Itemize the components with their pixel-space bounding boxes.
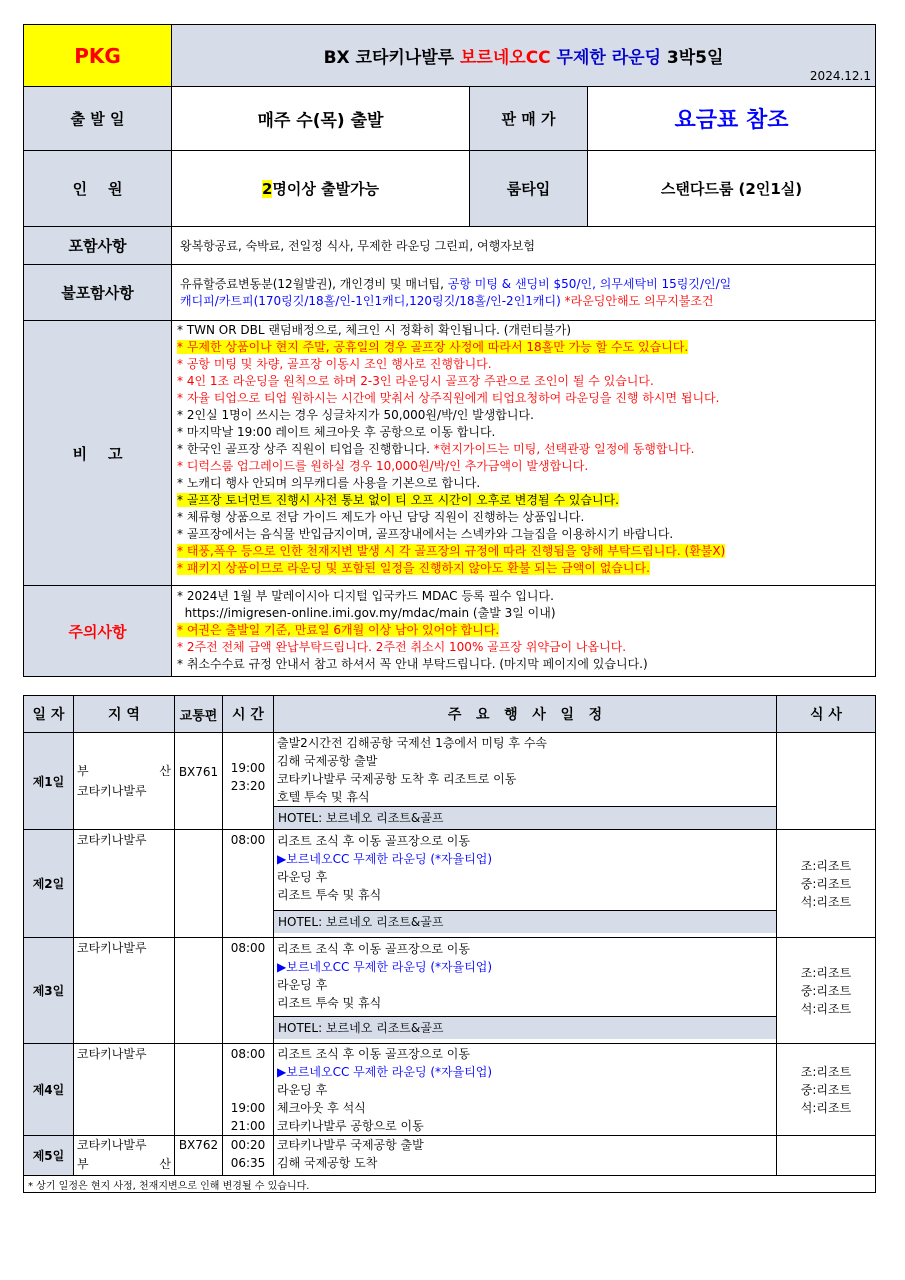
day-meal: 조:리조트 중:리조트 석:리조트 (777, 938, 876, 1044)
day-meal (777, 733, 876, 830)
day-region: 코타키나발루 (74, 938, 175, 1044)
included-label: 포함사항 (24, 227, 172, 265)
departure-label: 출 발 일 (24, 87, 172, 151)
day-meal: 조:리조트 중:리조트 석:리조트 (777, 1044, 876, 1136)
people-label: 인 원 (24, 151, 172, 227)
day-activities: 출발2시간전 김해공항 국제선 1층에서 미팅 후 수속 김해 국제공항 출발 코타키나발루 국제공항 도착 후 리조트로 이동 호텔 투숙 및 휴식 HOTEL: 보르네오 리조트&골프 (274, 733, 777, 830)
day-transport: BX761 (175, 733, 223, 830)
day-region: 부 산 코타키나발루 (74, 733, 175, 830)
remarks-list (172, 321, 876, 586)
caution-item: * 2024년 1월 부 말레이시아 디지털 입국카드 MDAC 등록 필수 입니다. (177, 589, 554, 603)
remark-item: * 체류형 상품으로 전담 가이드 제도가 아닌 담당 직원이 진행하는 상품입니다. (177, 510, 585, 524)
day-time: 00:20 06:35 (223, 1136, 274, 1176)
remark-item: * 무제한 상품이나 현지 주말, 공휴일의 경우 골프장 사정에 따라서 18홀만 가능 할 수도 있습니다. (177, 340, 689, 354)
hotel-info: HOTEL: 보르네오 리조트&골프 (274, 910, 776, 933)
room-type-value: 스탠다드룸 (2인1실) (588, 151, 876, 227)
day-region: 코타키나발루 (74, 1044, 175, 1136)
day-transport (175, 1044, 223, 1136)
itinerary-table (23, 695, 876, 1193)
day-time: 08:00 19:00 21:00 (223, 1044, 274, 1136)
issue-date: 2024.12.1 (809, 69, 871, 83)
itinerary-footnote-row (24, 1176, 876, 1193)
itinerary-footnote: * 상기 일정은 현지 사정, 천재지변으로 인해 변경될 수 있습니다. (24, 1176, 876, 1193)
day-time: 08:00 (223, 938, 274, 1044)
day-region: 코타키나발루 부 산 (74, 1136, 175, 1176)
day-activities: 코타키나발루 국제공항 출발 김해 국제공항 도착 (274, 1136, 777, 1176)
day-label: 제5일 (24, 1136, 74, 1176)
itinerary-row-day3 (24, 938, 876, 1044)
day-transport: BX762 (175, 1136, 223, 1176)
day-region: 코타키나발루 (74, 830, 175, 938)
remark-item: * 마지막날 19:00 레이트 체크아웃 후 공항으로 이동 합니다. (177, 425, 496, 439)
day-activities: 리조트 조식 후 이동 골프장으로 이동 ▶보르네오CC 무제한 라운딩 (*자율티업) 라운딩 후 리조트 투숙 및 휴식 HOTEL: 보르네오 리조트&골프 (274, 830, 777, 938)
pkg-badge: PKG (24, 25, 172, 87)
product-info-table (23, 24, 876, 677)
itinerary-header-row (24, 696, 876, 733)
day-meal: 조:리조트 중:리조트 석:리조트 (777, 830, 876, 938)
header-meal: 식 사 (777, 696, 876, 733)
room-type-label: 룸타입 (470, 151, 588, 227)
caution-item: * 취소수수료 규정 안내서 참고 하셔서 꼭 안내 부탁드립니다. (마지막 페이지에 있습니다.) (177, 657, 648, 671)
day-activities: 리조트 조식 후 이동 골프장으로 이동 ▶보르네오CC 무제한 라운딩 (*자율티업) 라운딩 후 리조트 투숙 및 휴식 HOTEL: 보르네오 리조트&골프 (274, 938, 777, 1044)
caution-item: * 2주전 전체 금액 완납부탁드립니다. 2주전 취소시 100% 골프장 위약금이 나옵니다. (177, 640, 627, 654)
day-label: 제1일 (24, 733, 74, 830)
day-label: 제4일 (24, 1044, 74, 1136)
remark-item: * 2인실 1명이 쓰시는 경우 싱글차지가 50,000원/박/인 발생합니다. (177, 408, 534, 422)
itinerary-row-day2 (24, 830, 876, 938)
remark-item: * 골프장에서는 음식물 반입금지이며, 골프장내에서는 스넥카와 그늘집을 이용하시기 바랍니다. (177, 527, 674, 541)
header-region: 지 역 (74, 696, 175, 733)
included-value: 왕복항공료, 숙박료, 전일정 식사, 무제한 라운딩 그린피, 여행자보험 (172, 227, 876, 265)
remark-item: * 한국인 골프장 상주 직원이 티업을 진행합니다. *현지가이드는 미팅, 선택관광 일정에 동행합니다. (177, 442, 695, 456)
remarks-label: 비 고 (24, 321, 172, 586)
remark-item: * 공항 미팅 및 차량, 골프장 이동시 조인 행사로 진행합니다. (177, 357, 492, 371)
product-title: BX 코타키나발루 보르네오CC 무제한 라운딩 3박5일 2024.12.1 (172, 25, 876, 87)
day-label: 제2일 (24, 830, 74, 938)
remark-item: * 골프장 토너먼트 진행시 사전 통보 없이 티 오프 시간이 오후로 변경될 수 있습니다. (177, 493, 619, 507)
hotel-info: HOTEL: 보르네오 리조트&골프 (274, 1016, 776, 1039)
header-transport: 교통편 (175, 696, 223, 733)
departure-value: 매주 수(목) 출발 (172, 87, 470, 151)
itinerary-row-day1 (24, 733, 876, 830)
price-label: 판 매 가 (470, 87, 588, 151)
excluded-value: 유류할증료변동분(12월발권), 개인경비 및 매너팁, 공항 미팅 & 샌딩비 $50/인, 의무세탁비 15링깃/인/일 캐디피/카트피(170링깃/18홀/인-1인1캐디,120링깃/18홀/인-2인1캐디) *라운딩안해도 의무지불조건 (172, 265, 876, 321)
excluded-label: 불포함사항 (24, 265, 172, 321)
remark-item: * 디럭스룸 업그레이드를 원하실 경우 10,000원/박/인 추가금액이 발생합니다. (177, 459, 589, 473)
day-activities: 리조트 조식 후 이동 골프장으로 이동 ▶보르네오CC 무제한 라운딩 (*자율티업) 라운딩 후 체크아웃 후 석식 코타키나발루 공항으로 이동 (274, 1044, 777, 1136)
remark-item: * 태풍,폭우 등으로 인한 천재지변 발생 시 각 골프장의 규정에 따라 진행됨을 양해 부탁드립니다. (환불X) (177, 544, 726, 558)
header-itinerary: 주 요 행 사 일 정 (274, 696, 777, 733)
day-meal (777, 1136, 876, 1176)
day-time: 19:00 23:20 (223, 733, 274, 830)
caution-item: https://imigresen-online.imi.gov.my/mdac/main (출발 3일 이내) (177, 606, 556, 620)
remark-item: * 자율 티업으로 티업 원하시는 시간에 맞춰서 상주직원에게 티업요청하여 라운딩을 진행 하시면 됩니다. (177, 391, 720, 405)
day-label: 제3일 (24, 938, 74, 1044)
itinerary-row-day4 (24, 1044, 876, 1136)
caution-list (172, 586, 876, 677)
people-value: 2명이상 출발가능 (172, 151, 470, 227)
itinerary-row-day5 (24, 1136, 876, 1176)
remark-item: * 4인 1조 라운딩을 원칙으로 하며 2-3인 라운딩시 골프장 주관으로 조인이 될 수 있습니다. (177, 374, 654, 388)
header-day: 일 자 (24, 696, 74, 733)
day-transport (175, 938, 223, 1044)
price-value: 요금표 참조 (588, 87, 876, 151)
caution-item: * 여권은 출발일 기준, 만료일 6개월 이상 남아 있어야 합니다. (177, 623, 500, 637)
remark-item: * TWN OR DBL 랜덤배정으로, 체크인 시 정확히 확인됩니다. (개런티불가) (177, 323, 572, 337)
day-transport (175, 830, 223, 938)
caution-label: 주의사항 (24, 586, 172, 677)
hotel-info: HOTEL: 보르네오 리조트&골프 (274, 806, 776, 829)
day-time: 08:00 (223, 830, 274, 938)
remark-item: * 패키지 상품이므로 라운딩 및 포함된 일정을 진행하지 않아도 환불 되는 금액이 없습니다. (177, 561, 650, 575)
remark-item: * 노캐디 행사 안되며 의무캐디를 사용을 기본으로 합니다. (177, 476, 481, 490)
header-time: 시 간 (223, 696, 274, 733)
